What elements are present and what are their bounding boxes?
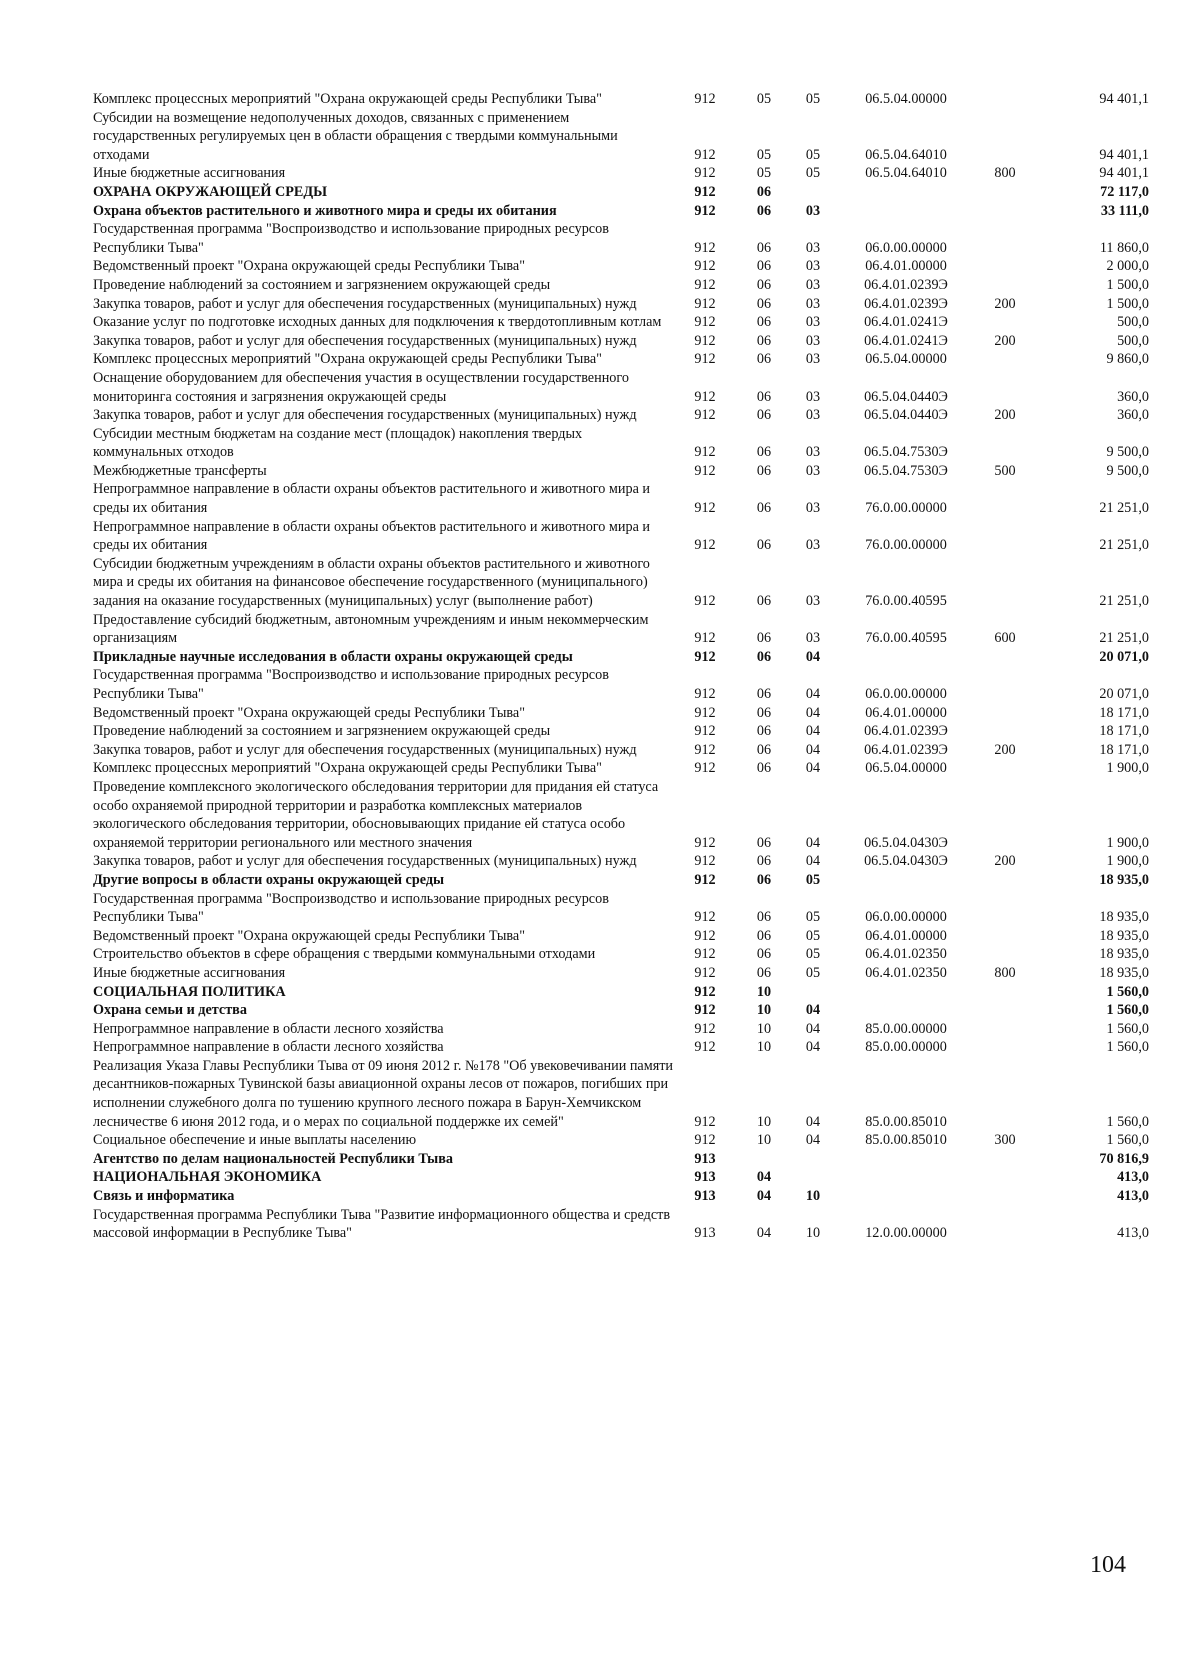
row-rz: 05 xyxy=(756,91,772,107)
row-name: Субсидии местным бюджетам на создание мест (площадок) накопления твердых коммунальных отходов xyxy=(93,425,583,461)
table-row xyxy=(93,964,1153,983)
row-cs: 06.5.04.00000 xyxy=(865,351,947,368)
row-pr: 05 xyxy=(805,946,821,963)
row-sum: 72 117,0 xyxy=(1100,183,1149,200)
table-row xyxy=(93,220,1153,257)
row-name: Субсидии на возмещение недополученных доходов, связанных с применением государственных регулируемых цен в области обращения с твердыми коммунальными отходами xyxy=(93,109,618,163)
table-row xyxy=(93,1187,1153,1206)
row-gr: 912 xyxy=(694,165,716,182)
row-sum: 1 560,0 xyxy=(1106,983,1149,1000)
row-rz: 06 xyxy=(756,258,772,275)
table-row xyxy=(93,1131,1153,1150)
table-row xyxy=(93,406,1153,425)
row-cs: 85.0.00.85010 xyxy=(865,1132,947,1149)
table-row xyxy=(93,927,1153,946)
row-name: Иные бюджетные ассигнования xyxy=(93,964,286,981)
row-pr: 03 xyxy=(805,351,821,368)
row-cs: 76.0.00.00000 xyxy=(865,537,947,554)
row-gr: 912 xyxy=(694,593,716,610)
table-row xyxy=(93,369,1153,406)
table-row xyxy=(93,1150,1153,1169)
row-rz: 06 xyxy=(756,630,772,647)
row-gr: 912 xyxy=(694,332,716,349)
row-cs: 06.5.04.7530Э xyxy=(864,444,948,461)
row-sum: 18 935,0 xyxy=(1099,909,1149,926)
row-rz: 05 xyxy=(756,146,772,163)
row-rz: 06 xyxy=(756,871,772,888)
row-pr: 03 xyxy=(805,202,821,219)
row-name: Проведение наблюдений за состоянием и загрязнением окружающей среды xyxy=(93,723,551,740)
row-name: Строительство объектов в сфере обращения с твердыми коммунальными отходами xyxy=(93,946,596,963)
row-gr: 912 xyxy=(694,146,716,163)
row-name: Оснащение оборудованием для обеспечения участия в осуществлении государственного мониторинга состояния и загрязнения окружающей среды xyxy=(93,369,629,405)
row-rz: 06 xyxy=(756,500,772,517)
row-name: Непрограммное направление в области лесного хозяйства xyxy=(93,1020,444,1037)
row-pr: 03 xyxy=(805,593,821,610)
row-name: Агентство по делам национальностей Республики Тыва xyxy=(93,1150,453,1167)
row-pr: 04 xyxy=(805,834,821,851)
row-gr: 912 xyxy=(694,202,716,219)
row-sum: 20 071,0 xyxy=(1099,686,1149,702)
row-vr: 200 xyxy=(994,332,1016,349)
row-pr: 05 xyxy=(805,909,821,926)
row-sum: 33 111,0 xyxy=(1100,202,1149,219)
row-cs: 06.5.04.64010 xyxy=(865,146,947,163)
table-row xyxy=(93,518,1153,555)
row-gr: 912 xyxy=(694,630,716,647)
row-sum: 1 500,0 xyxy=(1106,276,1149,293)
row-pr: 04 xyxy=(805,648,821,665)
table-row xyxy=(93,983,1153,1002)
row-cs: 06.4.01.0239Э xyxy=(864,276,948,293)
row-sum: 1 900,0 xyxy=(1106,834,1149,851)
row-cs: 06.4.01.00000 xyxy=(865,258,947,275)
row-name: Государственная программа Республики Тыва "Развитие информационного общества и средств массовой информации в Республике Тыва" xyxy=(93,1206,671,1242)
row-cs: 06.4.01.0241Э xyxy=(864,332,948,349)
row-gr: 913 xyxy=(694,1225,716,1242)
row-sum: 18 171,0 xyxy=(1099,741,1149,758)
table-row xyxy=(93,295,1153,314)
row-gr: 913 xyxy=(694,1169,716,1186)
row-rz: 10 xyxy=(756,1113,772,1130)
row-gr: 912 xyxy=(694,983,716,1000)
row-cs: 06.5.04.7530Э xyxy=(864,462,948,479)
row-rz: 06 xyxy=(756,351,772,368)
row-sum: 9 500,0 xyxy=(1106,462,1149,479)
table-row xyxy=(93,852,1153,871)
row-pr: 04 xyxy=(805,853,821,870)
row-gr: 912 xyxy=(694,741,716,758)
row-vr: 500 xyxy=(994,462,1016,479)
row-gr: 912 xyxy=(694,295,716,312)
row-vr: 200 xyxy=(994,407,1016,424)
row-pr: 03 xyxy=(805,332,821,349)
row-sum: 94 401,1 xyxy=(1099,91,1149,107)
table-row xyxy=(93,1038,1153,1057)
row-gr: 912 xyxy=(694,314,716,331)
row-cs: 06.5.04.0430Э xyxy=(864,853,948,870)
table-row xyxy=(93,1206,1153,1243)
row-vr: 200 xyxy=(994,741,1016,758)
table-row xyxy=(93,480,1153,517)
row-sum: 360,0 xyxy=(1117,407,1149,424)
row-sum: 1 900,0 xyxy=(1106,853,1149,870)
row-rz: 04 xyxy=(756,1225,772,1242)
row-rz: 10 xyxy=(756,1020,772,1037)
row-sum: 1 900,0 xyxy=(1106,760,1149,777)
row-sum: 413,0 xyxy=(1117,1225,1149,1242)
row-name: Ведомственный проект "Охрана окружающей среды Республики Тыва" xyxy=(93,704,525,721)
row-pr: 04 xyxy=(805,741,821,758)
table-row xyxy=(93,164,1153,183)
row-sum: 70 816,9 xyxy=(1099,1150,1149,1167)
table-row xyxy=(93,90,1153,109)
row-sum: 500,0 xyxy=(1117,314,1149,331)
row-pr: 05 xyxy=(805,165,821,182)
row-sum: 20 071,0 xyxy=(1099,648,1149,665)
row-name: Связь и информатика xyxy=(93,1188,235,1205)
row-name: Комплекс процессных мероприятий "Охрана окружающей среды Республики Тыва" xyxy=(93,91,602,107)
table-row xyxy=(93,759,1153,778)
table-row xyxy=(93,890,1153,927)
row-sum: 1 560,0 xyxy=(1106,1132,1149,1149)
row-name: Комплекс процессных мероприятий "Охрана окружающей среды Республики Тыва" xyxy=(93,351,602,368)
row-gr: 912 xyxy=(694,388,716,405)
row-gr: 912 xyxy=(694,239,716,256)
row-vr: 600 xyxy=(994,630,1016,647)
row-sum: 18 935,0 xyxy=(1099,964,1149,981)
table-row xyxy=(93,1168,1153,1187)
row-cs: 06.0.00.00000 xyxy=(865,239,947,256)
row-rz: 06 xyxy=(756,202,772,219)
table-row xyxy=(93,109,1153,165)
row-pr: 05 xyxy=(805,91,821,107)
row-name: Непрограммное направление в области лесного хозяйства xyxy=(93,1039,444,1056)
row-sum: 1 560,0 xyxy=(1106,1002,1149,1019)
row-gr: 912 xyxy=(694,723,716,740)
row-pr: 10 xyxy=(805,1188,821,1205)
row-name: Закупка товаров, работ и услуг для обеспечения государственных (муниципальных) нужд xyxy=(93,853,637,870)
row-name: Субсидии бюджетным учреждениям в области охраны объектов растительного и животного мира и среды их обитания на финансовое обеспечение государственного (муниципального) задания на оказание государственных (муниципальных) услуг (выполнение работ) xyxy=(93,555,650,610)
row-cs: 76.0.00.00000 xyxy=(865,500,947,517)
row-name: ОХРАНА ОКРУЖАЮЩЕЙ СРЕДЫ xyxy=(93,183,328,200)
row-name: Непрограммное направление в области охраны объектов растительного и животного мира и среды их обитания xyxy=(93,518,651,554)
row-gr: 912 xyxy=(694,1113,716,1130)
row-sum: 413,0 xyxy=(1117,1188,1149,1205)
row-rz: 06 xyxy=(756,853,772,870)
row-gr: 912 xyxy=(694,462,716,479)
row-gr: 912 xyxy=(694,704,716,721)
row-rz: 06 xyxy=(756,648,772,665)
row-pr: 03 xyxy=(805,500,821,517)
row-rz: 06 xyxy=(756,295,772,312)
table-row xyxy=(93,1020,1153,1039)
row-pr: 04 xyxy=(805,686,821,702)
row-cs: 85.0.00.00000 xyxy=(865,1039,947,1056)
row-gr: 912 xyxy=(694,927,716,944)
row-cs: 76.0.00.40595 xyxy=(865,630,947,647)
table-row xyxy=(93,611,1153,648)
row-sum: 18 171,0 xyxy=(1099,723,1149,740)
row-vr: 300 xyxy=(994,1132,1016,1149)
row-pr: 03 xyxy=(805,239,821,256)
row-sum: 1 560,0 xyxy=(1106,1020,1149,1037)
row-gr: 912 xyxy=(694,183,716,200)
table-row xyxy=(93,945,1153,964)
row-vr: 200 xyxy=(994,853,1016,870)
row-cs: 06.5.04.0430Э xyxy=(864,834,948,851)
row-sum: 18 171,0 xyxy=(1099,704,1149,721)
row-cs: 06.0.00.00000 xyxy=(865,909,947,926)
row-cs: 06.5.04.64010 xyxy=(865,165,947,182)
row-pr: 03 xyxy=(805,295,821,312)
row-name: Государственная программа "Воспроизводство и использование природных ресурсов Республики Тыва" xyxy=(93,890,609,926)
row-gr: 912 xyxy=(694,834,716,851)
row-rz: 04 xyxy=(756,1188,772,1205)
row-sum: 1 500,0 xyxy=(1106,295,1149,312)
row-cs: 06.0.00.00000 xyxy=(865,686,947,702)
row-gr: 912 xyxy=(694,276,716,293)
row-vr: 800 xyxy=(994,964,1016,981)
row-sum: 360,0 xyxy=(1117,388,1149,405)
row-rz: 06 xyxy=(756,276,772,293)
row-sum: 9 500,0 xyxy=(1106,444,1149,461)
table-row xyxy=(93,741,1153,760)
row-sum: 500,0 xyxy=(1117,332,1149,349)
row-pr: 03 xyxy=(805,407,821,424)
row-pr: 03 xyxy=(805,276,821,293)
row-sum: 21 251,0 xyxy=(1099,537,1149,554)
row-name: Прикладные научные исследования в области охраны окружающей среды xyxy=(93,648,573,665)
row-cs: 06.4.01.0239Э xyxy=(864,295,948,312)
row-pr: 05 xyxy=(805,964,821,981)
table-row xyxy=(93,778,1153,852)
row-vr: 200 xyxy=(994,295,1016,312)
row-name: Государственная программа "Воспроизводство и использование природных ресурсов Республики Тыва" xyxy=(93,221,609,256)
row-rz: 10 xyxy=(756,1002,772,1019)
row-rz: 06 xyxy=(756,537,772,554)
row-gr: 912 xyxy=(694,258,716,275)
row-pr: 04 xyxy=(805,1132,821,1149)
row-rz: 06 xyxy=(756,593,772,610)
row-pr: 05 xyxy=(805,146,821,163)
row-name: Закупка товаров, работ и услуг для обеспечения государственных (муниципальных) нужд xyxy=(93,295,637,312)
row-rz: 06 xyxy=(756,239,772,256)
row-name: СОЦИАЛЬНАЯ ПОЛИТИКА xyxy=(93,983,286,1000)
row-cs: 06.4.01.0239Э xyxy=(864,741,948,758)
row-name: Закупка товаров, работ и услуг для обеспечения государственных (муниципальных) нужд xyxy=(93,332,637,349)
row-rz: 06 xyxy=(756,407,772,424)
row-name: Закупка товаров, работ и услуг для обеспечения государственных (муниципальных) нужд xyxy=(93,741,637,758)
budget-table xyxy=(93,90,1153,1243)
row-rz: 10 xyxy=(756,983,772,1000)
row-cs: 06.5.04.00000 xyxy=(865,760,947,777)
row-name: Проведение наблюдений за состоянием и загрязнением окружающей среды xyxy=(93,276,551,293)
row-rz: 06 xyxy=(756,388,772,405)
row-cs: 06.5.04.00000 xyxy=(865,91,947,107)
row-rz: 06 xyxy=(756,332,772,349)
row-name: НАЦИОНАЛЬНАЯ ЭКОНОМИКА xyxy=(93,1169,322,1186)
row-gr: 912 xyxy=(694,500,716,517)
table-row xyxy=(93,704,1153,723)
row-pr: 04 xyxy=(805,723,821,740)
row-pr: 04 xyxy=(805,760,821,777)
row-rz: 06 xyxy=(756,909,772,926)
row-name: Закупка товаров, работ и услуг для обеспечения государственных (муниципальных) нужд xyxy=(93,407,637,424)
row-name: Предоставление субсидий бюджетным, автономным учреждениям и иным некоммерческим организациям xyxy=(93,611,649,647)
row-gr: 912 xyxy=(694,1002,716,1019)
row-cs: 06.4.01.02350 xyxy=(865,946,947,963)
table-row xyxy=(93,871,1153,890)
row-vr: 800 xyxy=(994,165,1016,182)
row-pr: 05 xyxy=(805,871,821,888)
row-gr: 912 xyxy=(694,871,716,888)
row-pr: 04 xyxy=(805,1020,821,1037)
row-sum: 2 000,0 xyxy=(1106,258,1149,275)
row-sum: 1 560,0 xyxy=(1106,1039,1149,1056)
row-rz: 10 xyxy=(756,1132,772,1149)
row-name: Ведомственный проект "Охрана окружающей среды Республики Тыва" xyxy=(93,927,525,944)
table-row xyxy=(93,276,1153,295)
row-sum: 18 935,0 xyxy=(1099,927,1149,944)
row-gr: 912 xyxy=(694,909,716,926)
row-gr: 912 xyxy=(694,686,716,702)
row-name: Охрана объектов растительного и животного мира и среды их обитания xyxy=(93,202,557,219)
row-pr: 03 xyxy=(805,258,821,275)
row-gr: 912 xyxy=(694,853,716,870)
row-rz: 06 xyxy=(756,760,772,777)
row-name: Другие вопросы в области охраны окружающей среды xyxy=(93,871,445,888)
table-row xyxy=(93,332,1153,351)
table-row xyxy=(93,257,1153,276)
row-rz: 06 xyxy=(756,964,772,981)
table-row xyxy=(93,202,1153,221)
row-gr: 913 xyxy=(694,1188,716,1205)
table-row xyxy=(93,1001,1153,1020)
table-row xyxy=(93,666,1153,703)
row-rz: 06 xyxy=(756,741,772,758)
row-rz: 06 xyxy=(756,704,772,721)
row-rz: 06 xyxy=(756,946,772,963)
row-sum: 413,0 xyxy=(1117,1169,1149,1186)
row-rz: 06 xyxy=(756,183,772,200)
row-rz: 05 xyxy=(756,165,772,182)
row-name: Государственная программа "Воспроизводство и использование природных ресурсов Республики Тыва" xyxy=(93,667,609,702)
row-name: Проведение комплексного экологического обследования территории для придания ей статуса особо охраняемой природной территории и разработка комплексных материалов экологического обследования территории, обосновывающих придание ей статуса особо охраняемой территории регионального или местного значения xyxy=(93,778,659,851)
row-pr: 03 xyxy=(805,630,821,647)
row-sum: 94 401,1 xyxy=(1099,146,1149,163)
row-gr: 912 xyxy=(694,760,716,777)
row-cs: 06.4.01.00000 xyxy=(865,927,947,944)
row-pr: 03 xyxy=(805,314,821,331)
row-rz: 06 xyxy=(756,444,772,461)
row-sum: 11 860,0 xyxy=(1099,239,1149,256)
row-sum: 9 860,0 xyxy=(1106,351,1149,368)
row-pr: 03 xyxy=(805,537,821,554)
row-pr: 04 xyxy=(805,1002,821,1019)
row-sum: 94 401,1 xyxy=(1099,165,1149,182)
row-gr: 912 xyxy=(694,648,716,665)
table-row xyxy=(93,462,1153,481)
row-sum: 21 251,0 xyxy=(1099,500,1149,517)
row-gr: 912 xyxy=(694,91,716,107)
row-sum: 18 935,0 xyxy=(1099,871,1149,888)
row-rz: 06 xyxy=(756,462,772,479)
row-pr: 04 xyxy=(805,1039,821,1056)
row-gr: 912 xyxy=(694,1132,716,1149)
row-sum: 1 560,0 xyxy=(1106,1113,1149,1130)
row-cs: 06.5.04.0440Э xyxy=(864,388,948,405)
row-name: Охрана семьи и детства xyxy=(93,1002,247,1019)
row-pr: 05 xyxy=(805,927,821,944)
row-name: Социальное обеспечение и иные выплаты населению xyxy=(93,1132,417,1149)
row-sum: 21 251,0 xyxy=(1099,630,1149,647)
table-row xyxy=(93,425,1153,462)
row-cs: 06.4.01.02350 xyxy=(865,964,947,981)
table-row xyxy=(93,648,1153,667)
row-name: Комплекс процессных мероприятий "Охрана окружающей среды Республики Тыва" xyxy=(93,760,602,777)
row-name: Иные бюджетные ассигнования xyxy=(93,165,286,182)
row-pr: 04 xyxy=(805,1113,821,1130)
page-number: 104 xyxy=(1090,1552,1126,1578)
table-row xyxy=(93,350,1153,369)
row-gr: 912 xyxy=(694,1039,716,1056)
row-name: Межбюджетные трансферты xyxy=(93,462,267,479)
row-cs: 06.4.01.0241Э xyxy=(864,314,948,331)
row-name: Непрограммное направление в области охраны объектов растительного и животного мира и среды их обитания xyxy=(93,481,651,517)
row-pr: 03 xyxy=(805,388,821,405)
row-name: Реализация Указа Главы Республики Тыва от 09 июня 2012 г. №178 "Об увековечивании памяти десантников-пожарных Тувинской базы авиационной охраны лесов от пожаров, погибших при исполнении служебного долга по тушению крупного лесного пожара в Барун-Хемчикском лесничестве 6 июня 2012 года, и о мерах по социальной поддержке их семей" xyxy=(93,1057,674,1130)
row-name: Ведомственный проект "Охрана окружающей среды Республики Тыва" xyxy=(93,258,525,275)
row-cs: 06.4.01.00000 xyxy=(865,704,947,721)
row-rz: 10 xyxy=(756,1039,772,1056)
row-gr: 912 xyxy=(694,1020,716,1037)
row-cs: 06.4.01.0239Э xyxy=(864,723,948,740)
row-cs: 85.0.00.85010 xyxy=(865,1113,947,1130)
row-rz: 06 xyxy=(756,686,772,702)
row-rz: 06 xyxy=(756,927,772,944)
table-row xyxy=(93,183,1153,202)
row-pr: 03 xyxy=(805,444,821,461)
table-row xyxy=(93,722,1153,741)
row-gr: 912 xyxy=(694,946,716,963)
row-cs: 06.5.04.0440Э xyxy=(864,407,948,424)
row-rz: 06 xyxy=(756,834,772,851)
row-gr: 913 xyxy=(694,1150,716,1167)
row-pr: 03 xyxy=(805,462,821,479)
row-pr: 04 xyxy=(805,704,821,721)
table-row xyxy=(93,1057,1153,1131)
row-cs: 85.0.00.00000 xyxy=(865,1020,947,1037)
row-gr: 912 xyxy=(694,537,716,554)
row-rz: 04 xyxy=(756,1169,772,1186)
row-sum: 21 251,0 xyxy=(1099,593,1149,610)
row-cs: 76.0.00.40595 xyxy=(865,593,947,610)
row-sum: 18 935,0 xyxy=(1099,946,1149,963)
row-rz: 06 xyxy=(756,723,772,740)
row-gr: 912 xyxy=(694,351,716,368)
row-gr: 912 xyxy=(694,407,716,424)
row-rz: 06 xyxy=(756,314,772,331)
row-gr: 912 xyxy=(694,444,716,461)
row-pr: 10 xyxy=(805,1225,821,1242)
row-gr: 912 xyxy=(694,964,716,981)
row-name: Оказание услуг по подготовке исходных данных для подключения к твердотопливным котлам xyxy=(93,314,662,331)
table-row xyxy=(93,313,1153,332)
table-row xyxy=(93,555,1153,611)
row-cs: 12.0.00.00000 xyxy=(865,1225,947,1242)
